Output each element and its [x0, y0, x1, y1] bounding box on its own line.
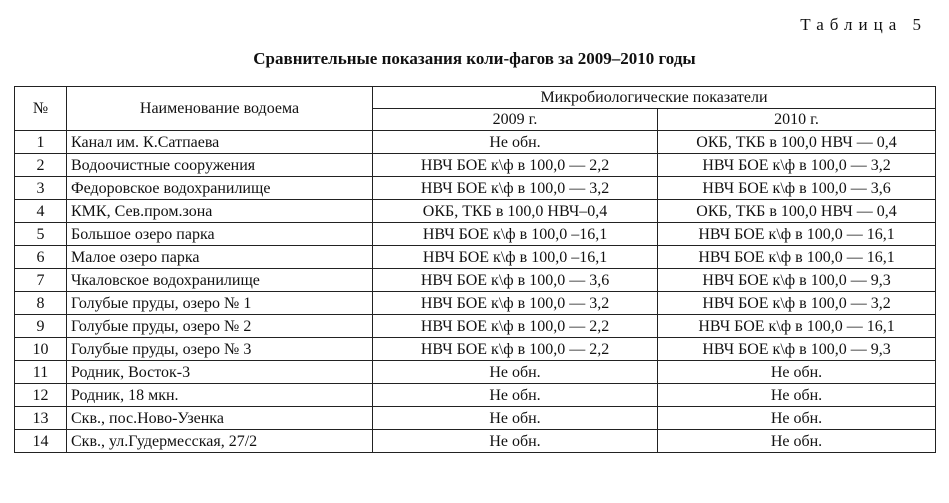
header-name: Наименование водоема	[67, 87, 373, 131]
table-row	[15, 361, 936, 384]
value-2010: НВЧ БОЕ к\ф в 100,0 — 3,2	[658, 292, 936, 315]
table-row	[15, 131, 936, 154]
water-body-name: Водоочистные сооружения	[67, 154, 373, 177]
value-2009: Не обн.	[373, 131, 658, 154]
value-2009: НВЧ БОЕ к\ф в 100,0 — 3,6	[373, 269, 658, 292]
water-body-name: Голубые пруды, озеро № 3	[67, 338, 373, 361]
value-2009: НВЧ БОЕ к\ф в 100,0 — 2,2	[373, 154, 658, 177]
value-2010: ОКБ, ТКБ в 100,0 НВЧ — 0,4	[658, 200, 936, 223]
row-number: 5	[15, 223, 67, 246]
water-body-name: Большое озеро парка	[67, 223, 373, 246]
water-body-name: Малое озеро парка	[67, 246, 373, 269]
value-2009: НВЧ БОЕ к\ф в 100,0 –16,1	[373, 246, 658, 269]
water-body-name: Голубые пруды, озеро № 2	[67, 315, 373, 338]
water-body-name: Родник, Восток-3	[67, 361, 373, 384]
table-row	[15, 200, 936, 223]
value-2009: НВЧ БОЕ к\ф в 100,0 — 3,2	[373, 177, 658, 200]
water-body-name: КМК, Сев.пром.зона	[67, 200, 373, 223]
table-body	[15, 131, 936, 453]
value-2009: НВЧ БОЕ к\ф в 100,0 — 2,2	[373, 315, 658, 338]
row-number: 12	[15, 384, 67, 407]
value-2009: ОКБ, ТКБ в 100,0 НВЧ–0,4	[373, 200, 658, 223]
row-number: 13	[15, 407, 67, 430]
value-2010: НВЧ БОЕ к\ф в 100,0 — 9,3	[658, 269, 936, 292]
row-number: 2	[15, 154, 67, 177]
water-body-name: Чкаловское водохранилище	[67, 269, 373, 292]
table-row	[15, 407, 936, 430]
value-2010: Не обн.	[658, 407, 936, 430]
water-body-name: Родник, 18 мкн.	[67, 384, 373, 407]
row-number: 11	[15, 361, 67, 384]
table-title: Сравнительные показания коли-фагов за 2009–2010 годы	[253, 49, 696, 68]
table-row	[15, 246, 936, 269]
row-number: 14	[15, 430, 67, 453]
table-row	[15, 223, 936, 246]
table-row	[15, 269, 936, 292]
row-number: 1	[15, 131, 67, 154]
water-body-name: Голубые пруды, озеро № 1	[67, 292, 373, 315]
row-number: 4	[15, 200, 67, 223]
value-2010: НВЧ БОЕ к\ф в 100,0 — 16,1	[658, 315, 936, 338]
coliphage-table	[14, 86, 936, 453]
header-num: №	[15, 87, 67, 131]
water-body-name: Канал им. К.Сатпаева	[67, 131, 373, 154]
table-row	[15, 430, 936, 453]
value-2010: НВЧ БОЕ к\ф в 100,0 — 9,3	[658, 338, 936, 361]
row-number: 3	[15, 177, 67, 200]
value-2010: НВЧ БОЕ к\ф в 100,0 — 16,1	[658, 246, 936, 269]
header-2009: 2009 г.	[373, 109, 658, 131]
row-number: 6	[15, 246, 67, 269]
table-number: Таблица 5	[800, 15, 927, 34]
value-2010: Не обн.	[658, 430, 936, 453]
table-header	[15, 87, 936, 131]
value-2009: НВЧ БОЕ к\ф в 100,0 — 2,2	[373, 338, 658, 361]
row-number: 8	[15, 292, 67, 315]
value-2010: Не обн.	[658, 384, 936, 407]
table-row	[15, 177, 936, 200]
value-2009: НВЧ БОЕ к\ф в 100,0 — 3,2	[373, 292, 658, 315]
table-row	[15, 338, 936, 361]
value-2010: Не обн.	[658, 361, 936, 384]
water-body-name: Скв., ул.Гудермесская, 27/2	[67, 430, 373, 453]
value-2010: НВЧ БОЕ к\ф в 100,0 — 3,2	[658, 154, 936, 177]
value-2009: Не обн.	[373, 361, 658, 384]
water-body-name: Федоровское водохранилище	[67, 177, 373, 200]
table-row	[15, 315, 936, 338]
value-2009: Не обн.	[373, 407, 658, 430]
header-group: Микробиологические показатели	[373, 87, 936, 109]
value-2009: Не обн.	[373, 384, 658, 407]
row-number: 10	[15, 338, 67, 361]
table-row	[15, 292, 936, 315]
table-row	[15, 384, 936, 407]
value-2010: НВЧ БОЕ к\ф в 100,0 — 3,6	[658, 177, 936, 200]
header-row-top	[15, 87, 936, 109]
value-2010: НВЧ БОЕ к\ф в 100,0 — 16,1	[658, 223, 936, 246]
table-row	[15, 154, 936, 177]
header-2010: 2010 г.	[658, 109, 936, 131]
value-2009: Не обн.	[373, 430, 658, 453]
value-2010: ОКБ, ТКБ в 100,0 НВЧ — 0,4	[658, 131, 936, 154]
row-number: 7	[15, 269, 67, 292]
value-2009: НВЧ БОЕ к\ф в 100,0 –16,1	[373, 223, 658, 246]
water-body-name: Скв., пос.Ново-Узенка	[67, 407, 373, 430]
row-number: 9	[15, 315, 67, 338]
